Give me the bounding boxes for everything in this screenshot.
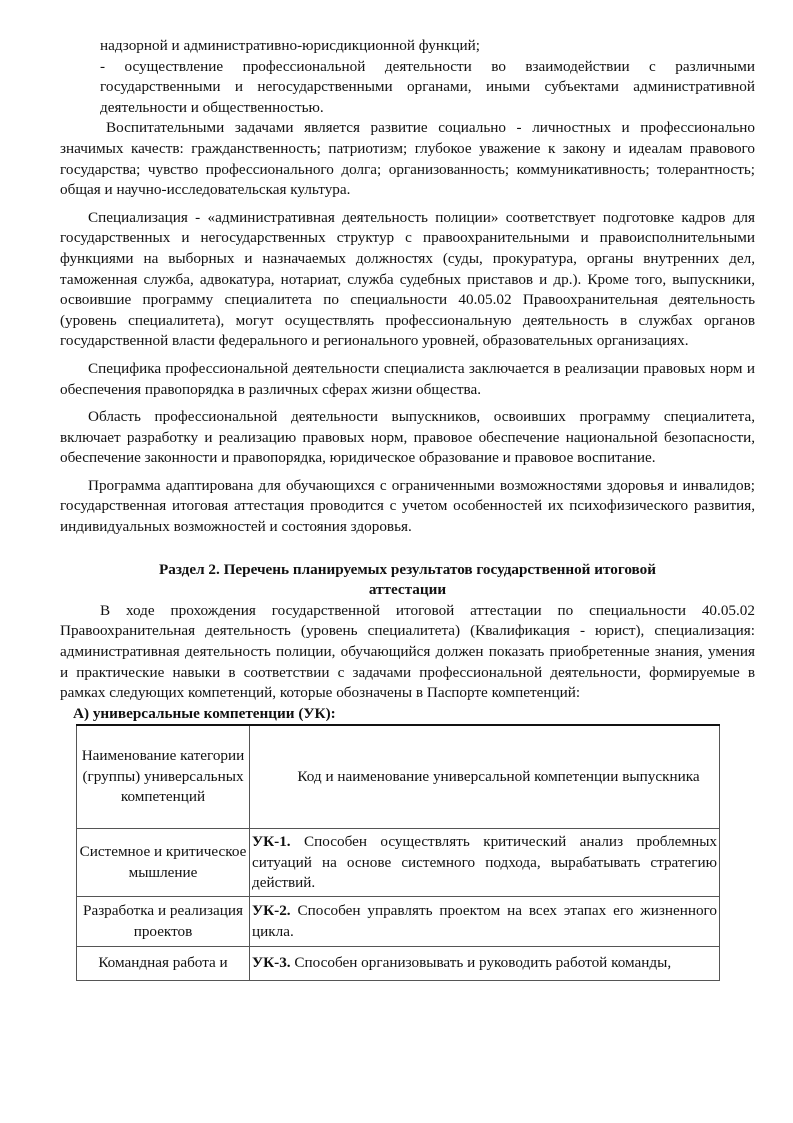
row-category: Системное и критическое мышление bbox=[77, 829, 250, 897]
table-row bbox=[77, 947, 720, 981]
section-heading-line1: Раздел 2. Перечень планируемых результатов государственной итоговой bbox=[158, 560, 656, 578]
competency-code: УК-1. bbox=[252, 832, 291, 850]
subheading-universal-competencies: А) универсальные компетенции (УК): bbox=[73, 704, 336, 722]
row-category: Разработка и реализация проектов bbox=[77, 897, 250, 947]
document-page bbox=[60, 36, 755, 981]
table-row bbox=[77, 897, 720, 947]
competency-code: УК-3. bbox=[252, 954, 291, 972]
paragraph-professional-area: Область профессиональной деятельности выпускников, освоивших программу специалитета, включает разработку и реализацию правовых норм, правовое обеспечение национальной безопасности, обеспечение законности и правопорядка, юридическое образование и правовое воспитание. bbox=[60, 408, 755, 467]
competencies-table bbox=[76, 724, 720, 982]
paragraph-adaptation: Программа адаптирована для обучающихся с ограниченными возможностями здоровья и инвалидов; государственная итоговая аттестация проводится с учетом особенностей их психофизического развития, индивидуальных возможностей и состояния здоровья. bbox=[60, 476, 755, 536]
header-category: Наименование категории (группы) универсальных компетенций bbox=[77, 725, 250, 829]
row-competency bbox=[250, 947, 720, 981]
section-heading-line2: аттестации bbox=[368, 581, 447, 599]
paragraph-specifics: Специфика профессиональной деятельности специалиста заключается в реализации правовых норм и обеспечения правопорядка в различных сферах жизни общества. bbox=[60, 359, 755, 398]
table-header-row bbox=[77, 725, 720, 829]
section-intro: В ходе прохождения государственной итоговой аттестации по специальности 40.05.02 Правоохранительная деятельность (уровень специалитета) (Квалификация - юрист), специализация: административная деятельность полиции, обучающийся должен показать приобретенные знания, умения и практические навыки в соответствии с задачами профессиональной деятельности, формируемые в рамках следующих компетенций, которые обозначены в Паспорте компетенций: bbox=[60, 601, 755, 702]
competency-text: Способен осуществлять критический анализ проблемных ситуаций на основе системного подхода, вырабатывать стратегию действий. bbox=[252, 832, 717, 892]
header-code: Код и наименование универсальной компетенции выпускника bbox=[250, 725, 720, 829]
list-item-continuation: надзорной и административно-юрисдикционной функций; bbox=[100, 37, 480, 54]
list-item: - осуществление профессиональной деятельности во взаимодействии с различными государственными и негосударственными органами, иными субъектами административной деятельности и общественностью. bbox=[100, 57, 755, 116]
competency-text: Способен управлять проектом на всех этапах его жизненного цикла. bbox=[252, 902, 717, 940]
row-category: Командная работа и bbox=[77, 947, 250, 981]
paragraph-educational-goals: Воспитательными задачами является развитие социально - личностных и профессионально значимых качеств: гражданственность; патриотизм; глубокое уважение к закону и идеалам правового государства; чувство профессионального долга; организованность; коммуникативность; толерантность; общая и научно-исследовательская культура. bbox=[60, 119, 755, 199]
competency-text: Способен организовывать и руководить работой команды, bbox=[290, 954, 672, 972]
row-competency bbox=[250, 897, 720, 947]
competency-code: УК-2. bbox=[252, 902, 291, 920]
row-competency bbox=[250, 829, 720, 897]
table-row bbox=[77, 829, 720, 897]
paragraph-specialization: Специализация - «административная деятельность полиции» соответствует подготовке кадров для государственных и негосударственных структур с правоохранительными и правоисполнительными функциями на выборных и назначаемых должностях (суды, прокуратура, органы внутренних дел, таможенная служба, адвокатура, нотариат, служба судебных приставов и др.). Кроме того, выпускники, освоившие программу специалитета по специальности 40.05.02 Правоохранительная деятельность (уровень специалитета), могут осуществлять профессиональную деятельность в службах органов государственной власти федерального и регионального уровней, образовательных организациях. bbox=[60, 208, 755, 350]
section-heading bbox=[60, 560, 755, 601]
